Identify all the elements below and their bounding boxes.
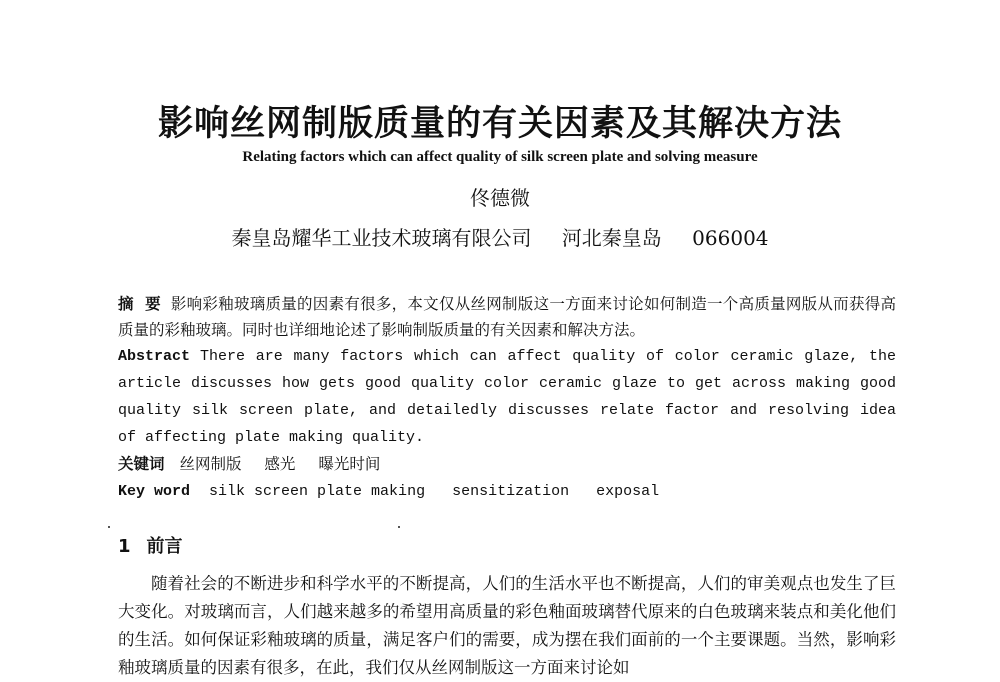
scan-speck [108,526,110,528]
affiliation-org: 秦皇岛耀华工业技术玻璃有限公司 [231,226,532,250]
section-title: 前言 [146,536,183,557]
keyword-en: sensitization [452,483,570,500]
keywords-cn-label: 关键词 [118,455,165,473]
keyword-cn: 感光 [264,455,296,473]
abstract-cn-text: 影响彩釉玻璃质量的因素有很多，本文仅从丝网制版这一方面来讨论如何制造一个高质量网版从而获得高质量的彩釉玻璃。同时也详细地论述了影响制版质量的有关因素和解决方法。 [118,295,896,339]
abstract-cn-label: 摘 要 [118,295,161,313]
keywords-en-label: Key word [118,483,191,500]
paper-title-en: Relating factors which can affect quality of silk screen plate and solving measure [242,149,758,165]
author-name: 佟德微 [470,186,530,210]
keywords-cn [118,452,896,476]
keyword-cn: 曝光时间 [318,455,381,473]
abstract-en-label: Abstract [118,348,191,365]
abstract-en [118,343,896,451]
body-paragraph: 随着社会的不断进步和科学水平的不断提高，人们的生活水平也不断提高，人们的审美观点也发生了巨大变化。对玻璃而言，人们越来越多的希望用高质量的彩色釉面玻璃替代原来的白色玻璃来装点和美化他们的生活。如何保证彩釉玻璃的质量，满足客户们的需要，成为摆在我们面前的一个主要课题。当然，影响彩釉玻璃质量的因素有很多，在此，我们仅从丝网制版这一方面来讨论如 [118,574,896,677]
section-number: 1 [118,536,131,557]
affiliation-place: 河北秦皇岛 [561,226,662,250]
scan-speck [398,526,400,528]
section-heading [118,532,183,558]
keyword-en: exposal [596,483,660,500]
keyword-en: silk screen plate making [209,483,426,500]
keyword-cn: 丝网制版 [179,455,242,473]
abstract-cn [118,291,896,343]
affiliation [0,222,1000,251]
keywords-en [118,480,896,504]
abstract-en-text: There are many factors which can affect quality of color ceramic glaze, the article discusses how gets good quality color ceramic glaze to get across making good quality silk screen plate, and detailedly discusses relate factor and resolving idea of affecting plate making quality. [118,348,896,446]
paper-title-cn: 影响丝网制版质量的有关因素及其解决方法 [157,104,842,144]
affiliation-postcode: 066004 [692,226,769,250]
